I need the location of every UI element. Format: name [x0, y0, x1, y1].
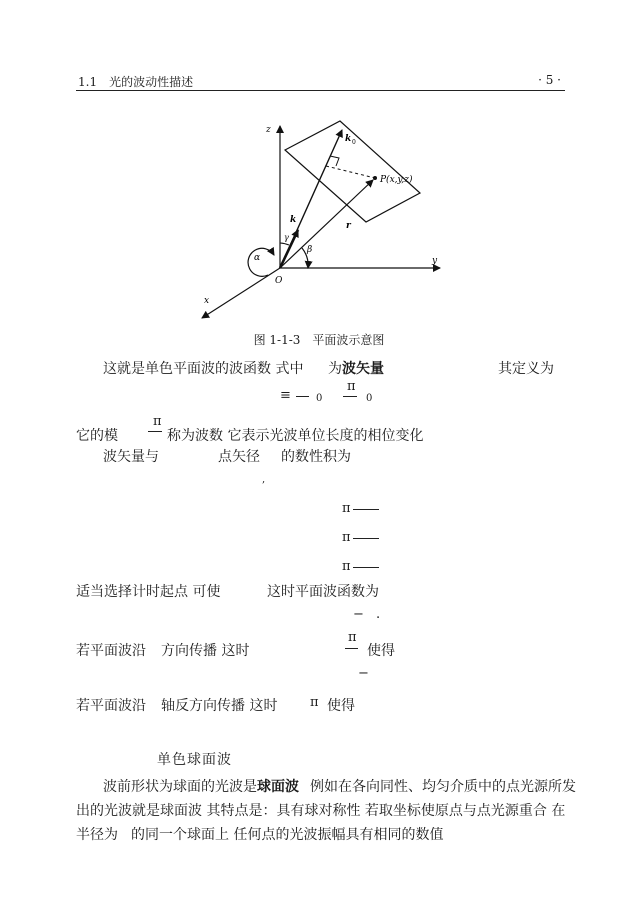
p2-pi: π: [153, 414, 162, 429]
dot-mark: ,: [262, 474, 266, 485]
label-point: P(x,y,z): [380, 175, 413, 185]
wavefront-plane: [285, 121, 420, 222]
plane-wave-diagram: [190, 118, 460, 323]
label-k0-sub: 0: [352, 139, 356, 146]
p2-text-b: 称为波数 它表示光波单位长度的相位变化: [167, 428, 424, 444]
gamma-arc: [280, 243, 289, 245]
label-k: k: [290, 215, 297, 225]
eq1-equiv: ≡: [280, 388, 291, 403]
figure-caption: 图 1-1-3 平面波示意图: [253, 333, 385, 347]
page-number: · 5 ·: [538, 73, 561, 87]
pi-row-1: π: [342, 501, 351, 516]
p6-text-b: 轴反方向传播 这时: [161, 698, 278, 714]
p1-text-a: 这就是单色平面波的波函数 式中: [103, 361, 304, 377]
p5-fraction-bar: [345, 648, 358, 649]
p7-line3-b: 的同一个球面上 任何点的光波振幅具有相同的数值: [131, 827, 444, 843]
p5-text-c: 使得: [367, 643, 395, 659]
label-k0: k: [345, 134, 352, 144]
p1-term-wave-vector: 波矢量: [342, 361, 384, 377]
x-axis: [202, 268, 280, 318]
eq5-mark: −: [358, 666, 369, 681]
projection-dashed: [326, 166, 375, 178]
label-gamma: γ: [284, 233, 289, 242]
p7-line3-a: 半径为: [76, 827, 118, 843]
eq1-sub-0b: 0: [366, 393, 373, 404]
p2-text-a: 它的模: [76, 428, 118, 444]
pi-row-3: π: [342, 559, 351, 574]
section-title-spherical-wave: 单色球面波: [157, 752, 232, 768]
p5-text-b: 方向传播 这时: [161, 643, 250, 659]
right-angle-mark: [330, 156, 339, 166]
header-rule: [76, 90, 565, 91]
p1-text-b: 为: [328, 361, 342, 377]
k-vector: [280, 230, 298, 268]
eq4-mark-2: .: [376, 607, 381, 622]
p7-line1-b: 例如在各向同性、均匀介质中的点光源所发: [310, 779, 576, 795]
label-alpha: α: [254, 253, 261, 263]
label-x: x: [204, 296, 210, 306]
eq1-fraction-bar-1: [296, 396, 309, 397]
eq1-sub-0a: 0: [316, 393, 323, 404]
p7-term-spherical-wave: 球面波: [257, 779, 299, 795]
label-r: r: [346, 221, 351, 231]
p5-text-a: 若平面波沿: [76, 643, 146, 659]
running-header-section: 1.1 光的波动性描述: [78, 75, 194, 89]
label-beta: β: [307, 245, 313, 255]
label-y: y: [432, 256, 438, 266]
pi-row-2: π: [342, 530, 351, 545]
p4-text-b: 这时平面波函数为: [267, 584, 379, 600]
pi-row-3-bar: [353, 567, 379, 568]
label-origin: O: [275, 276, 283, 286]
p3-text-a: 波矢量与: [103, 449, 159, 465]
p3-text-b: 点矢径: [218, 449, 260, 465]
eq1-pi: π: [347, 379, 356, 394]
label-z: z: [266, 125, 271, 135]
pi-row-2-bar: [353, 538, 379, 539]
p2-fraction-bar: [148, 431, 162, 432]
p7-line2: 出的光波就是球面波 其特点是：具有球对称性 若取坐标使原点与点光源重合 在: [76, 803, 566, 819]
p6-pi: π: [310, 695, 319, 710]
eq1-fraction-bar-2: [343, 396, 357, 397]
p4-text-a: 适当选择计时起点 可使: [76, 584, 221, 600]
p6-text-a: 若平面波沿: [76, 698, 146, 714]
p7-line1-a: 波前形状为球面的光波是: [103, 779, 257, 795]
alpha-arc: [248, 248, 274, 276]
p5-pi: π: [348, 630, 357, 645]
pi-row-1-bar: [353, 509, 379, 510]
p1-text-c: 其定义为: [498, 361, 554, 377]
point-p: [373, 176, 377, 180]
p3-text-c: 的数性积为: [281, 449, 351, 465]
p6-text-c: 使得: [327, 698, 355, 714]
eq4-mark-1: −: [353, 607, 364, 622]
